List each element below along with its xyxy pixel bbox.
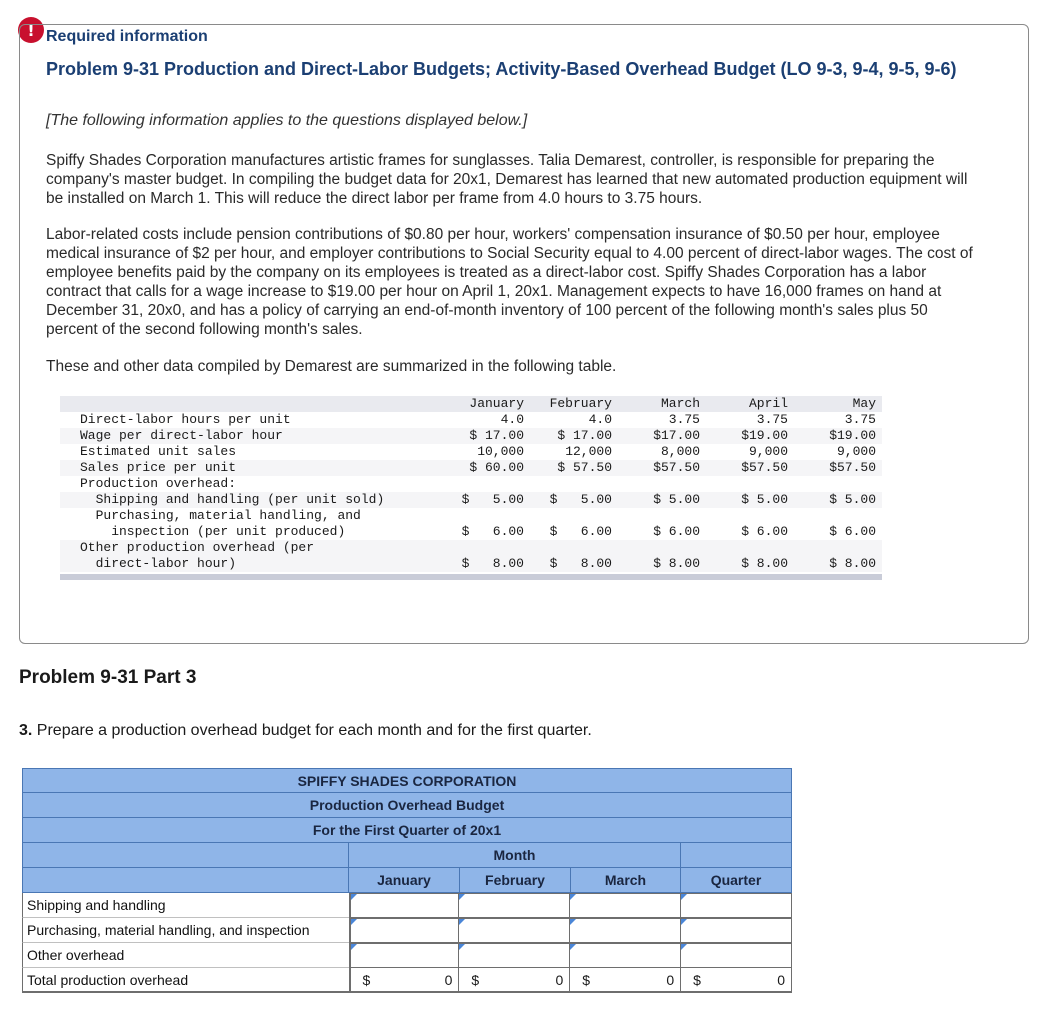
cell: $ 6.00 bbox=[829, 524, 876, 539]
month-header: May bbox=[852, 396, 876, 411]
input-marker-icon bbox=[570, 894, 576, 900]
total-value: 0 bbox=[666, 971, 675, 988]
column-header-march: March bbox=[571, 868, 681, 893]
question-text: Prepare a production overhead budget for each month and for the first quarter. bbox=[32, 722, 592, 739]
budget-company: SPIFFY SHADES CORPORATION bbox=[22, 768, 792, 793]
cell: 3.75 bbox=[668, 412, 700, 427]
cell: 3.75 bbox=[756, 412, 788, 427]
input-shipping-quarter[interactable] bbox=[681, 893, 792, 918]
input-purchasing-february[interactable] bbox=[459, 918, 570, 943]
cell: $ 6.00 bbox=[461, 524, 524, 539]
row-label: Wage per direct-labor hour bbox=[80, 428, 283, 443]
row-label: Other overhead bbox=[22, 943, 349, 968]
row-label: Direct-labor hours per unit bbox=[80, 412, 291, 427]
alert-icon: ! bbox=[18, 17, 44, 43]
table-row bbox=[60, 412, 882, 428]
total-value: 0 bbox=[777, 971, 785, 988]
input-marker-icon bbox=[681, 919, 687, 925]
cell: $ 8.00 bbox=[461, 556, 524, 571]
budget-month-header-row bbox=[22, 843, 792, 868]
input-shipping-march[interactable] bbox=[570, 893, 681, 918]
row-label: Estimated unit sales bbox=[80, 444, 237, 459]
input-marker-icon bbox=[351, 944, 357, 950]
info-note: [The following information applies to the questions displayed below.] bbox=[46, 112, 528, 129]
budget-title: Production Overhead Budget bbox=[22, 793, 792, 818]
input-marker-icon bbox=[351, 919, 357, 925]
cell: $19.00 bbox=[829, 428, 876, 443]
cell: 4.0 bbox=[588, 412, 612, 427]
paragraph-intro: Spiffy Shades Corporation manufactures artistic frames for sunglasses. Talia Demarest, controller, is responsible for preparing the company's master budget. In compiling the budget data for 20x1, Demarest has learned that new automated production equipment will be installed on March 1. This will reduce the direct labor per frame from 4.0 hours to 3.75 hours. bbox=[46, 152, 968, 207]
table-row bbox=[60, 508, 882, 540]
input-marker-icon bbox=[570, 944, 576, 950]
table-row bbox=[60, 444, 882, 460]
input-shipping-january[interactable] bbox=[349, 893, 460, 918]
row-label: Sales price per unit bbox=[80, 460, 237, 475]
row-label: Total production overhead bbox=[22, 968, 349, 993]
cell: $ 5.00 bbox=[461, 492, 524, 507]
cell: $ 5.00 bbox=[549, 492, 612, 507]
input-shipping-february[interactable] bbox=[459, 893, 570, 918]
cell: $ 60.00 bbox=[469, 460, 524, 475]
row-label: Other production overhead (per direct-labor hour) bbox=[80, 540, 315, 571]
table-bottom-rule bbox=[60, 574, 882, 580]
cell: $ 8.00 bbox=[741, 556, 788, 571]
input-purchasing-january[interactable] bbox=[349, 918, 460, 943]
total-march bbox=[570, 968, 681, 993]
column-header-quarter: Quarter bbox=[681, 868, 792, 893]
cell: $ 6.00 bbox=[741, 524, 788, 539]
cell: $ 5.00 bbox=[653, 492, 700, 507]
cell: $ 5.00 bbox=[741, 492, 788, 507]
column-header-february: February bbox=[460, 868, 571, 893]
total-january bbox=[349, 968, 460, 993]
input-marker-icon bbox=[351, 894, 357, 900]
data-table bbox=[60, 396, 882, 580]
data-table-header bbox=[60, 396, 882, 412]
input-other-march[interactable] bbox=[570, 943, 681, 968]
row-label: Purchasing, material handling, and inspection (per unit produced) bbox=[95, 508, 361, 539]
input-other-quarter[interactable] bbox=[681, 943, 792, 968]
input-marker-icon bbox=[459, 944, 465, 950]
column-header-january: January bbox=[349, 868, 460, 893]
month-header: February bbox=[549, 396, 612, 411]
table-row bbox=[60, 540, 882, 572]
budget-row-shipping bbox=[22, 893, 792, 918]
total-february bbox=[459, 968, 570, 993]
budget-table bbox=[22, 768, 792, 993]
input-marker-icon bbox=[681, 894, 687, 900]
input-marker-icon bbox=[570, 919, 576, 925]
budget-column-header-row bbox=[22, 868, 792, 893]
cell: $ 5.00 bbox=[829, 492, 876, 507]
currency-symbol: $ bbox=[471, 971, 480, 988]
cell: $ 6.00 bbox=[549, 524, 612, 539]
cell: $ 8.00 bbox=[549, 556, 612, 571]
month-header: January bbox=[469, 396, 524, 411]
month-header: April bbox=[748, 396, 788, 411]
problem-title: Problem 9-31 Production and Direct-Labor Budgets; Activity-Based Overhead Budget (LO 9-3, 9-4, 9-5, 9-6) bbox=[46, 59, 957, 79]
cell: $ 57.50 bbox=[557, 460, 612, 475]
row-label: Purchasing, material handling, and inspection bbox=[22, 918, 349, 943]
row-label: Production overhead: bbox=[80, 476, 237, 491]
cell: $57.50 bbox=[829, 460, 876, 475]
input-marker-icon bbox=[459, 919, 465, 925]
budget-row-purchasing bbox=[22, 918, 792, 943]
currency-symbol: $ bbox=[362, 971, 371, 988]
budget-row-total bbox=[22, 968, 792, 993]
cell: $ 8.00 bbox=[653, 556, 700, 571]
cell: 9,000 bbox=[748, 444, 788, 459]
row-label: Shipping and handling (per unit sold) bbox=[80, 492, 385, 507]
required-info-heading: Required information bbox=[46, 28, 208, 45]
cell: 10,000 bbox=[477, 444, 524, 459]
cell: $ 17.00 bbox=[557, 428, 612, 443]
cell: $19.00 bbox=[741, 428, 788, 443]
month-header: March bbox=[660, 396, 700, 411]
budget-period: For the First Quarter of 20x1 bbox=[22, 818, 792, 843]
input-marker-icon bbox=[459, 894, 465, 900]
budget-row-other bbox=[22, 943, 792, 968]
cell: 4.0 bbox=[500, 412, 524, 427]
cell: $57.50 bbox=[653, 460, 700, 475]
table-row bbox=[60, 428, 882, 444]
paragraph-labor: Labor-related costs include pension contributions of $0.80 per hour, workers' compensation insurance of $0.50 per hour, employee medical insurance of $2 per hour, and employer contributions to Social Security equal to 4.00 percent of direct-labor wages. The cost of employee benefits paid by the company on its employees is treated as a direct-labor cost. Spiffy Shades Corporation has a labor contract that calls for a wage increase to $19.00 per hour on April 1, 20x1. Management expects to have 16,000 frames on hand at December 31, 20x0, and has a policy of carrying an end-of-month inventory of 100 percent of the following month's sales plus 50 percent of the second following month's sales. bbox=[46, 226, 973, 338]
month-group-header: Month bbox=[349, 843, 681, 868]
cell: $ 17.00 bbox=[469, 428, 524, 443]
table-row bbox=[60, 476, 882, 492]
cell: 3.75 bbox=[844, 412, 876, 427]
part-title: Problem 9-31 Part 3 bbox=[19, 667, 197, 688]
cell: $57.50 bbox=[741, 460, 788, 475]
input-other-january[interactable] bbox=[349, 943, 460, 968]
question-number: 3. bbox=[19, 722, 33, 739]
cell: 12,000 bbox=[565, 444, 612, 459]
question bbox=[19, 722, 592, 740]
table-row bbox=[60, 460, 882, 476]
table-row bbox=[60, 492, 882, 508]
currency-symbol: $ bbox=[582, 971, 591, 988]
input-purchasing-march[interactable] bbox=[570, 918, 681, 943]
input-marker-icon bbox=[681, 944, 687, 950]
cell: 9,000 bbox=[836, 444, 876, 459]
total-value: 0 bbox=[444, 971, 453, 988]
input-purchasing-quarter[interactable] bbox=[681, 918, 792, 943]
input-other-february[interactable] bbox=[459, 943, 570, 968]
paragraph-summary: These and other data compiled by Demarest are summarized in the following table. bbox=[46, 358, 617, 375]
total-quarter bbox=[681, 968, 792, 993]
cell: $17.00 bbox=[653, 428, 700, 443]
cell: 8,000 bbox=[660, 444, 700, 459]
cell: $ 8.00 bbox=[829, 556, 876, 571]
total-value: 0 bbox=[555, 971, 564, 988]
currency-symbol: $ bbox=[693, 971, 701, 988]
cell: $ 6.00 bbox=[653, 524, 700, 539]
row-label: Shipping and handling bbox=[22, 893, 349, 918]
